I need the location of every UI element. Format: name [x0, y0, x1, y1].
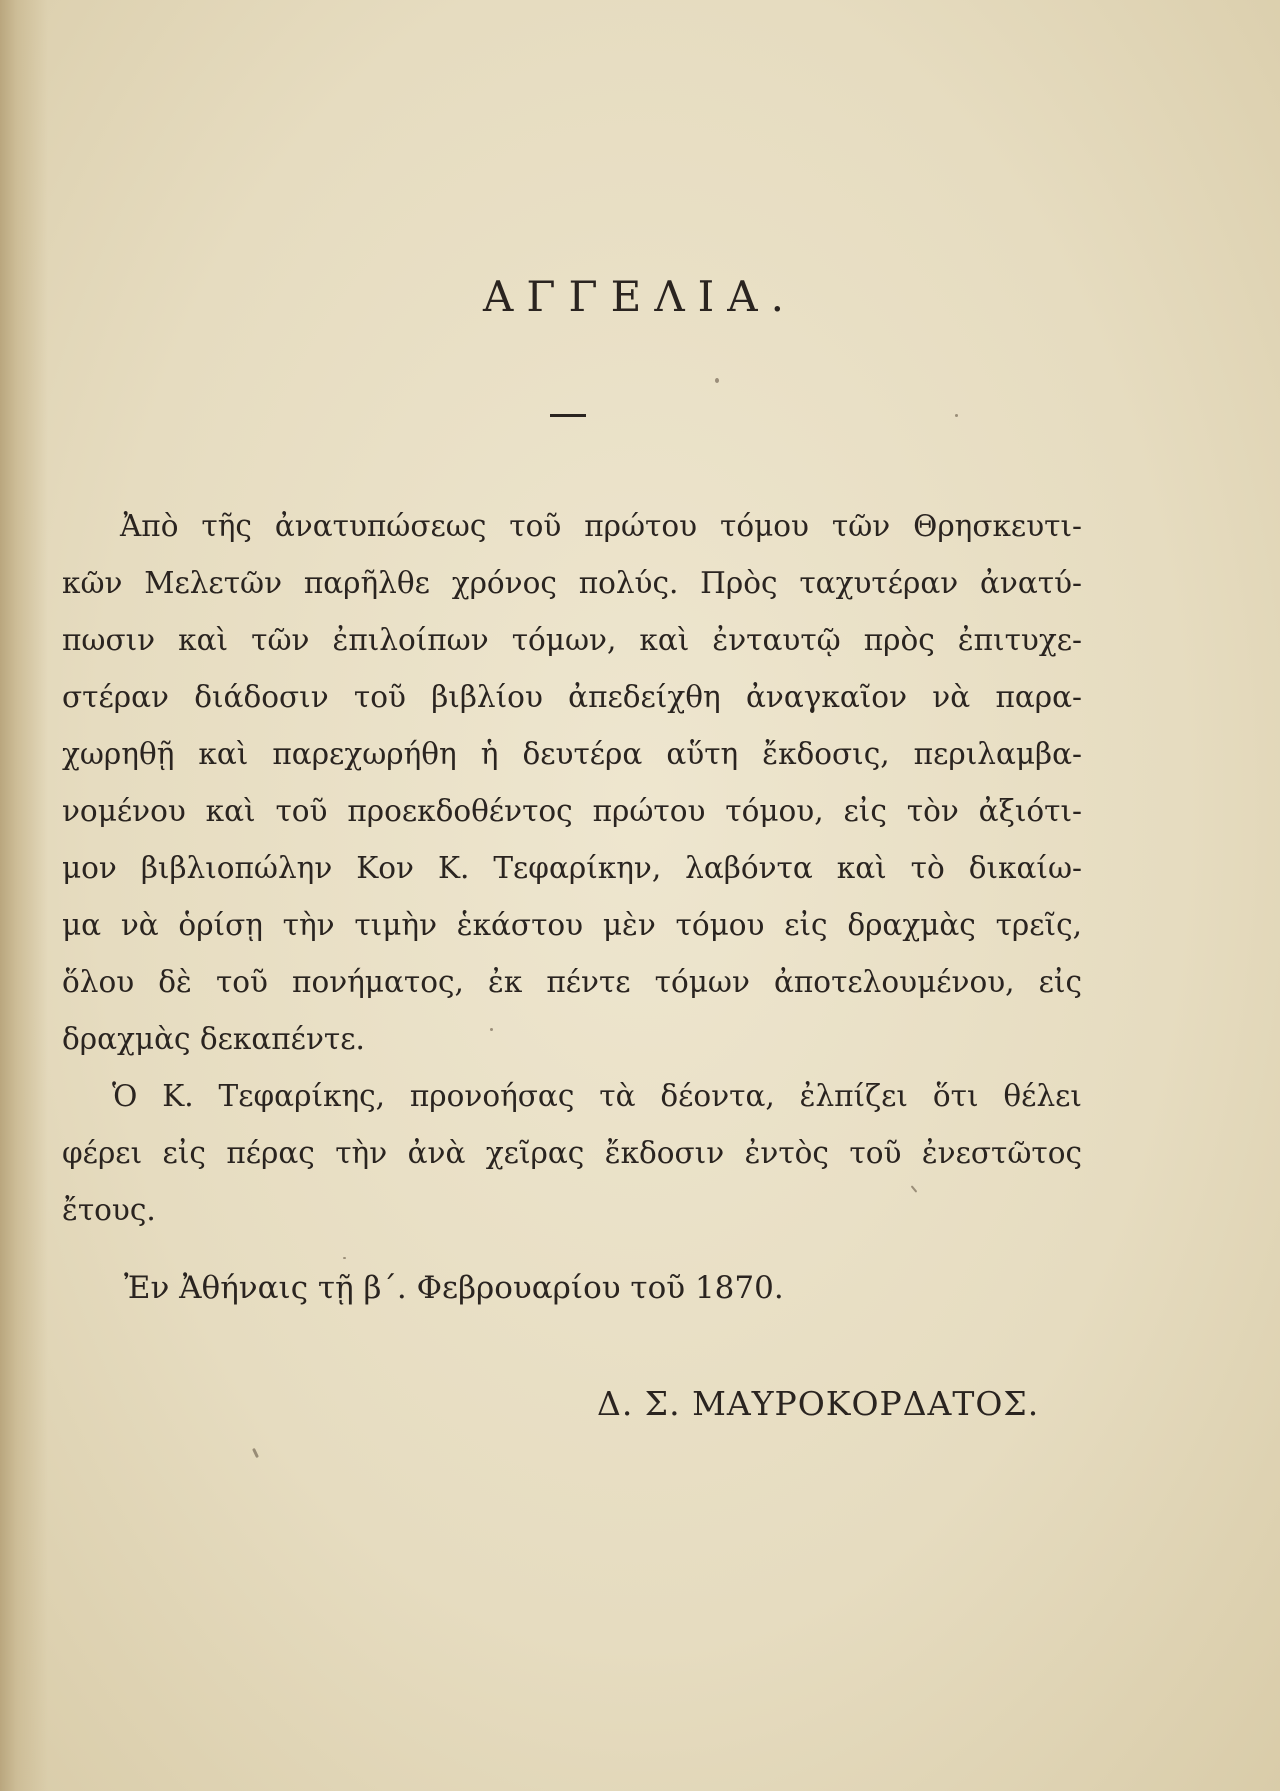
body-line: κῶν Μελετῶν παρῆλθε χρόνος πολύς. Πρὸς ταχυτέραν ἀνατύ- — [62, 566, 1082, 600]
paper-speck — [715, 378, 719, 383]
paper-speck — [955, 414, 958, 417]
page-title: ΑΓΓΕΛΙΑ. — [483, 272, 797, 321]
body-line: ἔτους. — [62, 1193, 156, 1227]
body-line: μον βιβλιοπώλην Κον Κ. Τεφαρίκην, λαβόντα καὶ τὸ δικαίω- — [62, 851, 1082, 885]
body-line: Ὁ Κ. Τεφαρίκης, προνοήσας τὰ δέοντα, ἐλπίζει ὅτι θέλει — [112, 1079, 1082, 1113]
announcement-body — [62, 498, 1082, 1239]
separator-rule — [550, 414, 586, 417]
body-line: στέραν διάδοσιν τοῦ βιβλίου ἀπεδείχθη ἀναγκαῖον νὰ παρα- — [62, 680, 1082, 714]
body-line: Ἀπὸ τῆς ἀνατυπώσεως τοῦ πρώτου τόμου τῶν Θρησκευτι- — [120, 509, 1082, 543]
body-line: δραχμὰς δεκαπέντε. — [62, 1022, 365, 1056]
body-line: μα νὰ ὁρίσῃ τὴν τιμὴν ἑκάστου μὲν τόμου εἰς δραχμὰς τρεῖς, — [62, 908, 1082, 942]
body-line: χωρηθῇ καὶ παρεχωρήθη ἡ δευτέρα αὕτη ἔκδοσις, περιλαμβα- — [62, 737, 1082, 771]
body-line: ὅλου δὲ τοῦ πονήματος, ἐκ πέντε τόμων ἀποτελουμένου, εἰς — [62, 965, 1082, 999]
paper-speck — [252, 1448, 259, 1458]
paper-speck — [490, 1028, 493, 1031]
page-binding-edge — [0, 0, 48, 1791]
paper-speck — [343, 1257, 346, 1259]
dateline: Ἐν Ἀθήναις τῇ β΄. Φεβρουαρίου τοῦ 1870. — [124, 1270, 784, 1306]
body-line: φέρει εἰς πέρας τὴν ἀνὰ χεῖρας ἔκδοσιν ἐντὸς τοῦ ἐνεστῶτος — [62, 1136, 1082, 1170]
signature: Δ. Σ. ΜΑΥΡΟΚΟΡΔΑΤΟΣ. — [597, 1384, 1040, 1423]
body-line: νομένου καὶ τοῦ προεκδοθέντος πρώτου τόμου, εἰς τὸν ἀξιότι- — [62, 794, 1082, 828]
body-line: πωσιν καὶ τῶν ἐπιλοίπων τόμων, καὶ ἐνταυτῷ πρὸς ἐπιτυχε- — [62, 623, 1082, 657]
